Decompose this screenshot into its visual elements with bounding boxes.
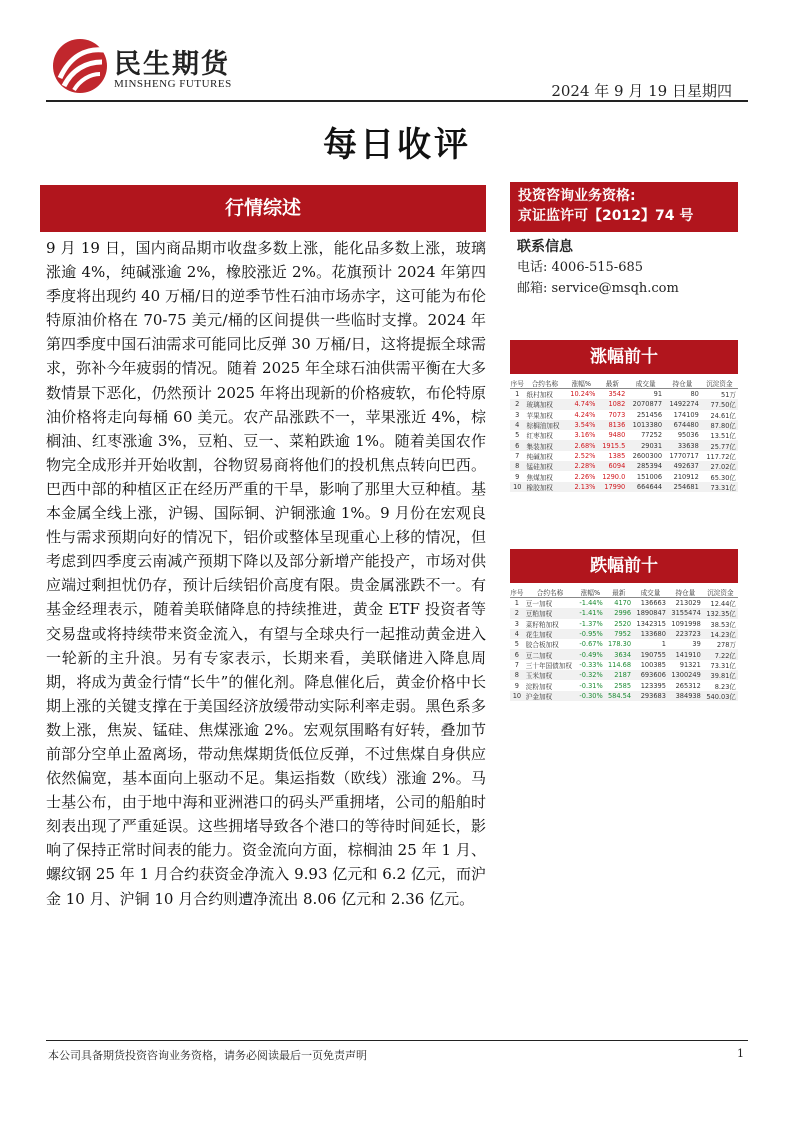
table-cell: 39 — [692, 640, 701, 649]
table-cell: 2187 — [605, 670, 633, 680]
table-cell: 2070877 — [627, 399, 664, 409]
table-cell: 65.30亿 — [710, 473, 736, 482]
qualification-line-2: 京证监许可【2012】74 号 — [518, 208, 694, 224]
table-cell: 1091998 — [671, 619, 701, 628]
table-row — [510, 660, 738, 670]
table-cell: 1 — [514, 599, 519, 608]
table-cell: 17990 — [597, 482, 627, 492]
table-cell: 1492274 — [664, 399, 701, 409]
table-cell: 1290.0 — [602, 472, 626, 481]
table-cell: 91 — [653, 390, 663, 399]
table-cell: 3.16% — [574, 431, 596, 440]
table-cell: 136663 — [640, 599, 666, 608]
table-row — [510, 389, 738, 400]
footer-disclaimer: 本公司具备期货投资咨询业务资格，请务必阅读最后一页免责声明 — [48, 1049, 367, 1062]
table-cell: 4170 — [614, 599, 632, 608]
table-cell: 集装加权 — [525, 440, 566, 450]
table-cell: 25.77亿 — [701, 440, 738, 450]
table-cell: 265312 — [675, 681, 701, 690]
table-cell: 254681 — [664, 482, 701, 492]
table-cell: 豆一加权 — [525, 600, 553, 609]
table-cell: 4.74% — [565, 399, 597, 409]
table-cell: 51万 — [721, 391, 736, 400]
table-cell: 210912 — [673, 472, 699, 481]
column-header: 序号 — [510, 586, 524, 598]
table-cell: -0.32% — [576, 670, 605, 680]
table-cell: 1890847 — [633, 608, 668, 618]
column-header: 合约名称 — [524, 586, 576, 598]
table-cell: 棕榈油加权 — [525, 420, 566, 430]
table-row — [510, 691, 738, 701]
table-cell: 674480 — [664, 420, 701, 430]
table-cell: 纸村加权 — [526, 391, 553, 400]
table-cell: 123395 — [640, 681, 666, 690]
table-cell: 33638 — [664, 440, 701, 450]
table-cell: 664644 — [627, 482, 664, 492]
table-cell: 132.35亿 — [703, 608, 738, 618]
table-cell: -0.33% — [579, 660, 603, 669]
table-cell: 7 — [515, 451, 520, 460]
market-review-body: 9 月 19 日，国内商品期市收盘多数上涨，能化品多数上涨，玻璃涨逾 4%，纯碱涨逾 2%，橡胶涨近 2%。花旗预计 2024 年第四季度将出现约 40 万桶/日的逆季节性石油市场赤字，这可能为布伦特原油价格在 70-75 美元/桶的区间提供一些临时支撑。2024 年第四季度中国石油需求可能同比反弹 30 万桶/日，这将提振全球需求，弥补今年疲弱的情况。随着 2025 年全球石油供需平衡在大多数情景下恶化，仍然预计 2025 年将出现新的价格疲软，布伦特原油价格将走向每桶 60 美元。农产品涨跌不一，苹果涨近 4%，棕榈油、红枣涨逾 3%，豆粕、豆一、菜粕跌逾 1%。随着美国农作物完全成形并开始收割，谷物贸易商将他们的投机焦点转向巴西。巴西中部的种植区正在经历严重的干旱，影响了那里大豆种植。基本金属全线上涨，沪锡、国际铜、沪铜涨逾 1%。9 月份在宏观良性与需求预期向好的情况下，铝价或整体呈现重心上移的情况，但考虑到四季度云南减产预期下降以及部分新增产能投产，市场对供应端过剩担忧仍存，预计后续铝价高度有限。贵金属涨跌不一。有基金经理表示，随着美联储降息的持续推进，黄金 ETF 投资者等交易盘或将持续带来资金流入，有望与全球央行一起推动黄金进入一轮新的主升浪。另有专家表示，长期来看，美联储进入降息周期，将成为黄金行情“长牛”的催化剂。降息催化后，黄金价格中长期上涨的关键支撑在于美国经济放缓带动实际利率走弱。黑色系多数上涨，焦炭、锰硅、焦煤涨逾 2%。宏观氛围略有好转，叠加节前部分空单止盈离场，带动焦煤期货低位反弹，不过焦煤自身供应依然偏宽，基本面向上驱动不足。集运指数（欧线）涨逾 2%。马士基公布，由于地中海和亚洲港口的码头严重拥堵，公司的船舶时刻表出现了严重延误。这些拥堵导致各个港口的等待时间延长，影响了保持正常时间表的能力。资金流向方面，棕榈油 25 年 1 月、螺纹钢 25 年 1 月合约获资金净流入 9.93 亿元和 6.2 亿元，而沪金 10 月、沪铜 10 月合约则遭净流出 8.06 亿元和 2.36 亿元。 — [46, 239, 486, 908]
table-cell: 2 — [510, 608, 524, 618]
table-cell: 293683 — [633, 691, 668, 701]
table-cell: 三十年国债加权 — [525, 661, 572, 670]
table-cell: 9 — [514, 681, 519, 690]
table-cell: 10.24% — [570, 390, 596, 399]
column-header: 最新 — [597, 377, 627, 389]
table-cell: 2585 — [614, 681, 632, 690]
table-cell: 玉米加权 — [524, 670, 576, 680]
table-cell: 花生加权 — [524, 629, 576, 639]
contact-email: 邮箱: service@msqh.com — [517, 281, 679, 296]
column-header: 合约名称 — [525, 377, 566, 389]
table-cell: 2.13% — [565, 482, 597, 492]
table-cell: 285394 — [627, 461, 664, 471]
table-cell: 2996 — [605, 608, 633, 618]
table-cell: 100385 — [640, 660, 666, 669]
table-cell: 1013380 — [627, 420, 664, 430]
table-cell: 9 — [515, 472, 520, 481]
table-row — [510, 471, 738, 481]
table-cell: 6 — [510, 649, 524, 659]
table-cell: 5 — [514, 640, 519, 649]
table-cell: 3 — [515, 410, 520, 419]
gainers-table — [510, 377, 738, 492]
table-row — [510, 410, 738, 420]
table-cell: 7.22亿 — [703, 649, 738, 659]
table-cell: 6 — [510, 440, 525, 450]
minsheng-logo-icon — [52, 38, 108, 94]
table-cell: -0.67% — [579, 640, 603, 649]
column-header: 持仓量 — [664, 377, 701, 389]
table-cell: 133680 — [633, 629, 668, 639]
table-cell: 2600300 — [632, 451, 663, 460]
table-row — [510, 440, 738, 450]
table-cell: 1082 — [597, 399, 627, 409]
table-cell: 1915.5 — [597, 440, 627, 450]
table-cell: 橡胶加权 — [525, 482, 566, 492]
table-cell: -0.95% — [576, 629, 605, 639]
column-header: 沉淀资金 — [701, 377, 738, 389]
table-cell: 95036 — [677, 431, 699, 440]
table-row — [510, 461, 738, 471]
page-number: 1 — [737, 1047, 744, 1060]
table-cell: 4 — [510, 420, 525, 430]
table-cell: 7 — [514, 660, 519, 669]
table-cell: 1342315 — [636, 619, 666, 628]
table-cell: 3 — [514, 619, 519, 628]
table-cell: 6094 — [597, 461, 627, 471]
table-cell: 10 — [510, 691, 524, 701]
gainers-heading: 涨幅前十 — [510, 340, 738, 374]
table-cell: 251456 — [636, 410, 663, 419]
table-cell: 1385 — [608, 451, 626, 460]
table-cell: 8136 — [597, 420, 627, 430]
table-cell: 10 — [510, 482, 525, 492]
table-cell: 190755 — [633, 649, 668, 659]
table-cell: 174109 — [673, 410, 699, 419]
table-cell: 1770717 — [669, 451, 699, 460]
table-cell: 7073 — [608, 410, 626, 419]
table-row — [510, 649, 738, 659]
table-cell: 13.51亿 — [710, 432, 736, 441]
table-row — [510, 482, 738, 492]
table-cell: 584.54 — [605, 691, 633, 701]
table-cell: 苹果加权 — [526, 411, 553, 420]
column-header: 持仓量 — [668, 586, 703, 598]
table-cell: 红枣加权 — [526, 432, 553, 441]
table-cell: 1 — [661, 640, 666, 649]
table-cell: 693606 — [633, 670, 668, 680]
column-header: 涨幅% — [565, 377, 597, 389]
table-cell: 178.30 — [607, 640, 632, 649]
table-row — [510, 670, 738, 680]
contact-title: 联系信息 — [517, 239, 573, 255]
table-cell: 2.52% — [574, 451, 596, 460]
table-row — [510, 680, 738, 690]
table-cell: 77.50亿 — [701, 399, 738, 409]
table-cell: 12.44亿 — [710, 600, 736, 609]
report-date: 2024 年 9 月 19 日星期四 — [551, 82, 732, 100]
table-cell: 73.31亿 — [710, 661, 736, 670]
table-cell: 纯碱加权 — [526, 452, 553, 461]
losers-table — [510, 586, 738, 701]
table-cell: 87.80亿 — [701, 420, 738, 430]
table-cell: 淀粉加权 — [525, 682, 553, 691]
table-cell: 胶合板加权 — [525, 641, 559, 650]
table-cell: 278万 — [716, 641, 736, 650]
table-cell: 114.68 — [607, 660, 632, 669]
table-cell: 73.31亿 — [701, 482, 738, 492]
table-row — [510, 639, 738, 649]
table-cell: 27.02亿 — [701, 461, 738, 471]
table-cell: 7952 — [605, 629, 633, 639]
table-cell: 2.68% — [565, 440, 597, 450]
table-cell: -0.30% — [576, 691, 605, 701]
table-cell: -0.49% — [576, 649, 605, 659]
table-cell: 豆二加权 — [524, 649, 576, 659]
table-cell: 2 — [510, 399, 525, 409]
column-header: 成交量 — [627, 377, 664, 389]
losers-heading: 跌幅前十 — [510, 549, 738, 583]
table-cell: 24.61亿 — [710, 411, 736, 420]
table-cell: 141910 — [668, 649, 703, 659]
table-cell: -0.31% — [579, 681, 603, 690]
table-cell: 焦煤加权 — [526, 473, 553, 482]
table-cell: 3.54% — [565, 420, 597, 430]
table-row — [510, 420, 738, 430]
table-cell: 29031 — [627, 440, 664, 450]
table-cell: 沪金加权 — [524, 691, 576, 701]
table-row — [510, 629, 738, 639]
table-cell: 3634 — [605, 649, 633, 659]
table-cell: 39.81亿 — [703, 670, 738, 680]
footer-divider — [46, 1040, 748, 1041]
table-cell: 540.03亿 — [703, 691, 738, 701]
page-title: 每日收评 — [323, 125, 471, 165]
table-row — [510, 399, 738, 409]
table-cell: 豆粕加权 — [524, 608, 576, 618]
table-cell: 151006 — [636, 472, 663, 481]
table-cell: 4.24% — [574, 410, 596, 419]
table-row — [510, 430, 738, 440]
column-header: 沉淀资金 — [703, 586, 738, 598]
table-cell: 1 — [515, 390, 520, 399]
table-cell: 77252 — [641, 431, 663, 440]
table-cell: 3155474 — [668, 608, 703, 618]
brand-name-en: MINSHENG FUTURES — [114, 78, 232, 90]
market-review-heading: 行情综述 — [40, 185, 486, 232]
table-row — [510, 598, 738, 609]
table-cell: 213029 — [675, 599, 701, 608]
table-cell: 锰硅加权 — [525, 461, 566, 471]
table-cell: 80 — [690, 390, 699, 399]
table-cell: 223723 — [668, 629, 703, 639]
column-header: 最新 — [605, 586, 633, 598]
table-row — [510, 608, 738, 618]
table-cell: 492637 — [664, 461, 701, 471]
table-cell: 2.26% — [574, 472, 596, 481]
brand-name-cn: 民生期货 — [114, 49, 230, 80]
table-cell: 8 — [510, 461, 525, 471]
table-cell: 384938 — [668, 691, 703, 701]
table-cell: 菜籽粕加权 — [525, 620, 559, 629]
table-cell: 91321 — [679, 660, 701, 669]
table-cell: 1300249 — [668, 670, 703, 680]
qualification-line-1: 投资咨询业务资格: — [518, 188, 636, 204]
table-cell: 3542 — [608, 390, 626, 399]
column-header: 序号 — [510, 377, 525, 389]
table-cell: 2520 — [614, 619, 632, 628]
table-cell: 2.28% — [565, 461, 597, 471]
table-cell: 9480 — [608, 431, 626, 440]
header-divider — [46, 100, 748, 102]
table-row — [510, 451, 738, 461]
qualification-box — [510, 182, 738, 232]
table-cell: 8 — [510, 670, 524, 680]
contact-phone: 电话: 4006-515-685 — [517, 260, 644, 275]
table-cell: 14.23亿 — [703, 629, 738, 639]
table-cell: -1.37% — [579, 619, 603, 628]
column-header: 成交量 — [633, 586, 668, 598]
table-cell: 38.53亿 — [710, 620, 736, 629]
table-cell: 4 — [510, 629, 524, 639]
table-cell: -1.41% — [576, 608, 605, 618]
table-cell: 117.72亿 — [706, 452, 736, 461]
column-header: 涨幅% — [576, 586, 605, 598]
table-row — [510, 619, 738, 629]
table-cell: 玻璃加权 — [525, 399, 566, 409]
table-cell: -1.44% — [579, 599, 603, 608]
table-cell: 8.23亿 — [714, 682, 736, 691]
table-cell: 5 — [515, 431, 520, 440]
